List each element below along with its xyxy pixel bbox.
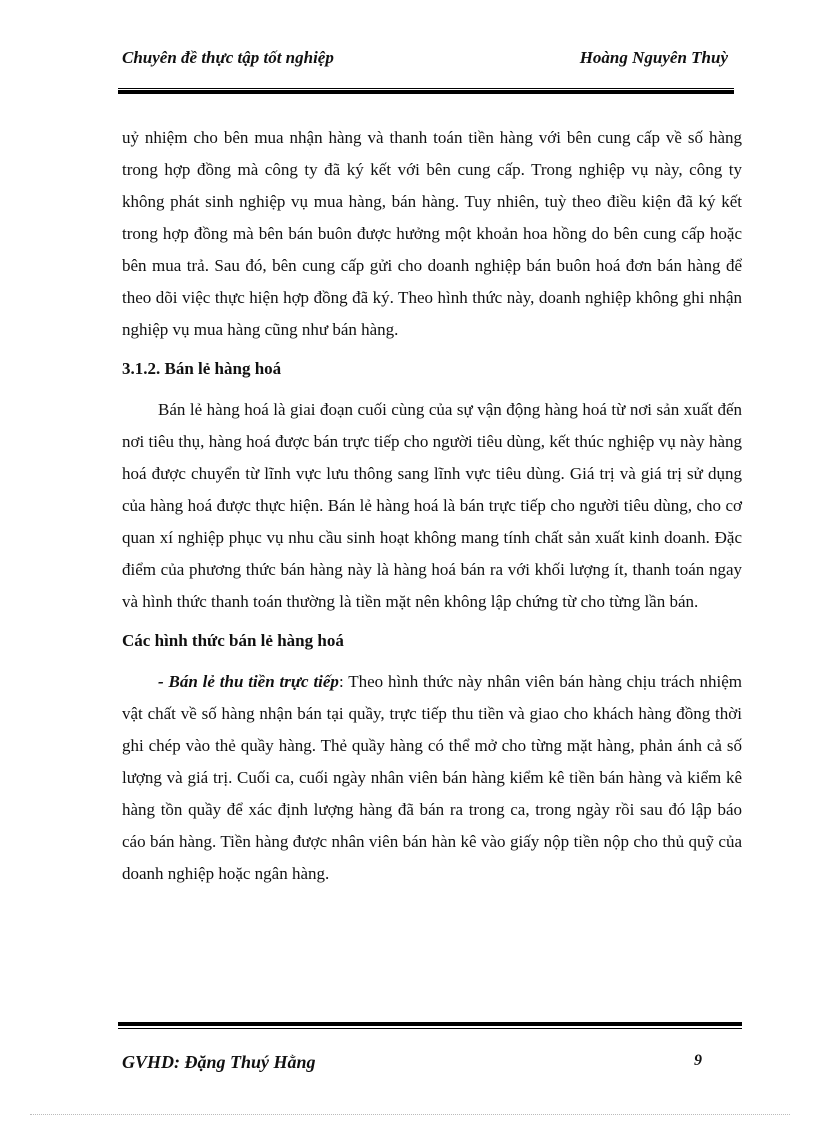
page-header — [122, 48, 728, 74]
page-number: 9 — [694, 1052, 702, 1069]
paragraph-direct-collection-text: : Theo hình thức này nhân viên bán hàng chịu trách nhiệm vật chất về số hàng nhận bán tại quầy, trực tiếp thu tiền và giao cho khách hàng đồng thời ghi chép vào thẻ quầy hàng. Thẻ quầy hàng có thể mở cho từng mặt hàng, phản ánh cả số lượng và giá trị. Cuối ca, cuối ngày nhân viên bán hàng kiểm kê tiền bán hàng và kiểm kê hàng tồn quầy để xác định lượng hàng đã bán ra trong ca, trong ngày rồi sau đó lập báo cáo bán hàng. Tiền hàng được nhân viên bán hàn kê vào giấy nộp tiền nộp cho thủ quỹ của doanh nghiệp hoặc ngân hàng. — [122, 672, 742, 883]
paragraph-retail-definition: Bán lẻ hàng hoá là giai đoạn cuối cùng của sự vận động hàng hoá từ nơi sản xuất đến nơi tiêu thụ, hàng hoá được bán trực tiếp cho người tiêu dùng, kết thúc nghiệp vụ này hàng hoá được chuyển từ lĩnh vực lưu thông sang lĩnh vực tiêu dùng. Giá trị và giá trị sử dụng của hàng hoá được thực hiện. Bán lẻ hàng hoá là bán trực tiếp cho người tiêu dùng, cho cơ quan xí nghiệp phục vụ nhu cầu sinh hoạt không mang tính chất sản xuất kinh doanh. Đặc điểm của phương thức bán hàng này là hàng hoá bán ra với khối lượng ít, thanh toán ngay và hình thức thanh toán thường là tiền mặt nên không lập chứng từ cho từng lần bán. — [122, 400, 742, 611]
page-body — [122, 122, 742, 890]
paragraph-direct-collection — [122, 666, 742, 890]
term-direct-collection: - Bán lẻ thu tiền trực tiếp — [158, 672, 339, 691]
page-footer — [122, 1052, 702, 1078]
header-title: Chuyên đề thực tập tốt nghiệp — [122, 48, 334, 67]
header-rule — [118, 88, 734, 94]
header-author: Hoàng Nguyên Thuỳ — [579, 48, 728, 67]
page-edge-dotted-line — [30, 1114, 790, 1115]
subheading-retail-forms: Các hình thức bán lẻ hàng hoá — [122, 631, 344, 650]
footer-rule — [118, 1022, 742, 1029]
section-heading-retail: 3.1.2. Bán lẻ hàng hoá — [122, 359, 282, 378]
footer-supervisor: GVHD: Đặng Thuý Hằng — [122, 1052, 316, 1072]
paragraph-continuation: uỷ nhiệm cho bên mua nhận hàng và thanh toán tiền hàng với bên cung cấp về số hàng trong hợp đồng mà công ty đã ký kết với bên cung cấp. Trong nghiệp vụ này, công ty không phát sinh nghiệp vụ mua hàng, bán hàng. Tuy nhiên, tuỳ theo điều kiện đã ký kết trong hợp đồng mà bên bán buôn được hưởng một khoản hoa hồng do bên cung cấp hoặc bên mua trả. Sau đó, bên cung cấp gửi cho doanh nghiệp bán buôn hoá đơn bán hàng để theo dõi việc thực hiện hợp đồng đã ký. Theo hình thức này, doanh nghiệp không ghi nhận nghiệp vụ mua hàng cũng như bán hàng. — [122, 128, 742, 339]
